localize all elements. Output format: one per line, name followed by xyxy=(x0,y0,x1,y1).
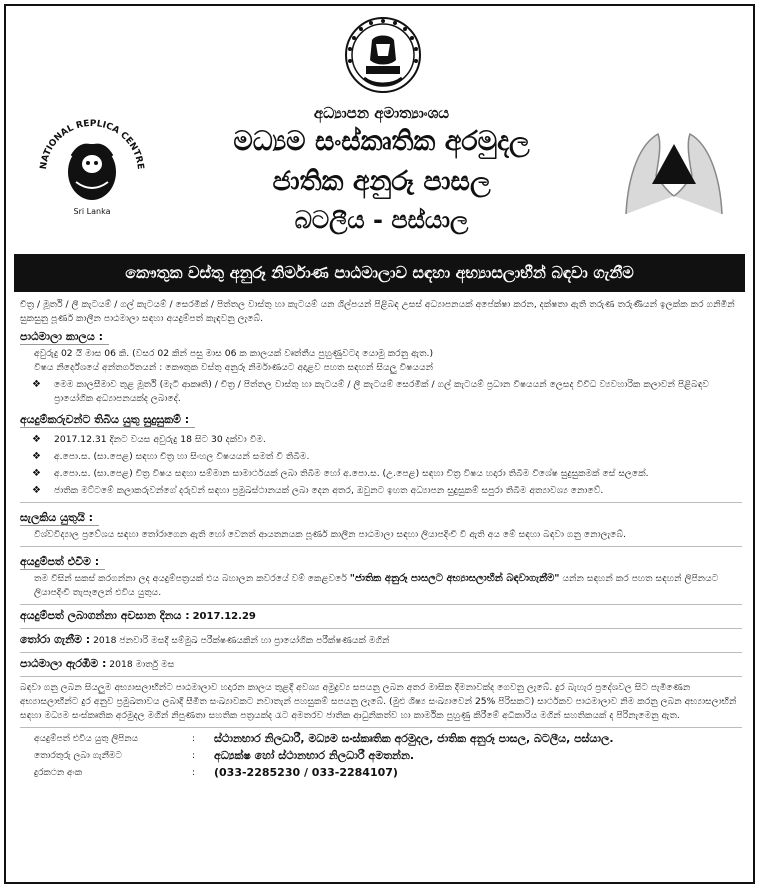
national-emblem-icon xyxy=(344,16,422,94)
divider xyxy=(20,546,742,547)
closing-date-line xyxy=(20,609,742,624)
application-text-before: තම විසින් සකස් කරගන්නා ලද අයදුම්පත්‍රයක් එය බහාලන කවරයේ වම් කෙළවරේ xyxy=(34,573,347,584)
course-start-value: 2018 මාර්තු මස xyxy=(109,659,175,670)
application-text xyxy=(20,572,742,600)
application-heading: අයදුම්පත් එවීම : xyxy=(20,555,105,570)
qualification-text: අ.පො.ස. (සා.පෙළ) චිත්‍ර විෂය සඳහා සම්මාන සාමාර්ථයක් ලබා තිබීම හෝ අ.පො.ස. (උ.පෙළ) සඳහා චිත්‍ර විෂය හදාරා තිබීම විශේෂ සුදුසුකමක් සේ සලකේ. xyxy=(54,468,649,479)
bullet-icon: ❖ xyxy=(32,468,41,479)
divider xyxy=(20,502,742,503)
subject-bullet-text: මෙම කාලසීමාව තුළ මූර්ති (මැටි ආකෘති) / චිත්‍ර / පිත්තල වාස්තු හා කැටයම් / ලී කැටයම් සෙරමික් / ගල් කැටයම් ප්‍රධාන විෂයයන් ලෙසද විවිධ ව්‍යවහාරික කලාවන් පිළිබඳව ප්‍රායෝගික අධ්‍යාපනයක්ද ලබාදේ. xyxy=(54,379,709,404)
ministry-name: අධ්‍යාපන අමාත්‍යාංශය xyxy=(313,104,450,122)
contact-colon: : xyxy=(192,751,196,761)
advertisement-frame xyxy=(4,4,755,884)
divider xyxy=(20,652,742,653)
details-paragraph: බඳවා ගනු ලබන සියලුම අභ්‍යාසලාභීන්ට පාඨමාලාව හදාරන කාලය තුළදී අවශ්‍ය අමුද්‍රව්‍ය සපයනු ලබන අතර මාසික දීමනාවක්ද ගෙවනු ලැබේ. දුර බැහැර ප්‍රදේශවල සිට පැමිණෙන අභ්‍යාසලාභීන්ට දුර අනුව ප්‍රමුඛතාවය ලබාදී සීමිත සංඛ්‍යාවකට නවාතැන් පහසුකම් සපයනු ලැබේ. (මුළු ශිෂ්‍ය සංඛ්‍යාවෙන් 25% පිරිසකට) සාර්ථකව පාඨමාලාව නිම කරනු ලබන අභ්‍යාසලාභීන් සඳහා මධ්‍යම සංස්කෘතික අරමුදල මගින් නිපුණතා සහතික පත්‍රයක්ද රැට අමතරව ජාතික ආධුනිකත්ව හා කාර්මික පුහුණු කිරීමේ අධිකාරිය මගින් සහතිකයක් ද පිරිනැමෙනු ඇත. xyxy=(20,682,737,721)
closing-date-label: අයදුම්පත් ලබාගන්නා අවසාන දිනය : xyxy=(20,609,190,622)
eligibility-text: විශ්වවිද්‍යාල ප්‍රවේශය සඳහා තෝරාගෙන ඇති හෝ වෙනත් ආයතනයක පූර්ණ කාලීන පාඨමාලා සඳහා ලියාපදිංචි වී ඇති අය මේ සඳහා බඳවා ගනු නොලැබේ. xyxy=(34,529,626,540)
advertisement-body xyxy=(20,298,742,783)
contact-value: ස්ථානභාර නිලධාරී, මධ්‍යම සංස්කෘතික අරමුදල, ජාතික අනුරූ පාසල, බටලීය, පස්යාල. xyxy=(214,732,614,745)
divider xyxy=(20,727,742,728)
subject-contents-line: විෂය නිර්දේශයේ අන්තර්ගතයන් : කෞතුක වස්තු අනුරූ නිර්මාණයට අදාළව පහත සඳහන් සියලු විෂයයන් xyxy=(34,362,434,373)
contact-label: දුරකථන අංක xyxy=(34,768,83,778)
phone-numbers: (033-2285230 / 033-2284107) xyxy=(214,766,398,779)
qualification-item xyxy=(20,450,742,464)
national-replica-centre-logo xyxy=(32,102,152,222)
hands-triangle-logo xyxy=(618,114,730,218)
selection-label: තෝරා ගැනීම : xyxy=(20,633,91,646)
envelope-marking-text: "ජාතික අනුරූ පාසලට අභ්‍යාසලාභීන් බඳවාගැනීම" xyxy=(349,573,560,584)
fund-name: මධ්‍යම සංස්කෘතික අරමුදල xyxy=(233,126,530,157)
contact-info-row xyxy=(20,749,742,763)
qualification-text: ජාතික මට්ටමේ කලාකරුවන්ගේ දරුවන් සඳහා ප්‍රමුඛස්ථානයක් ලබා දෙන අතර, ඔවුනට ඉහත අධ්‍යාපන සුදුසුකම් සපුරා තිබීම අත්‍යාවශ්‍ය නොවේ. xyxy=(54,485,604,496)
qualifications-heading: අයදුම්කරුවන්ට තිබිය යුතු සුදුසුකම් : xyxy=(20,413,195,428)
course-start-line xyxy=(20,657,742,672)
selection-value: 2018 ජනවාරි මසදී සම්මුඛ පරීක්ෂණයකින් හා ප්‍රායෝගික පරීක්ෂණයක් මගින් xyxy=(93,635,390,646)
selection-line xyxy=(20,633,742,648)
subject-bullet xyxy=(20,378,742,406)
contact-colon: : xyxy=(192,768,196,778)
logo-country-text: Sri Lanka xyxy=(73,207,111,216)
contact-phone-row xyxy=(20,766,742,780)
contact-value: අධ්‍යක්ෂ හෝ ස්ථානභාර නිලධාරී අමතන්න. xyxy=(214,749,415,762)
contact-colon: : xyxy=(192,734,196,744)
location-name: බටලීය - පස්යාල xyxy=(294,206,469,234)
qualification-item xyxy=(20,467,742,481)
bullet-icon: ❖ xyxy=(32,451,41,462)
qualification-item xyxy=(20,484,742,498)
qualification-text: අ.පො.ස. (සා.පෙළ) සඳහා චිත්‍ර හා සිංහල විෂයයන් සමත් වී තිබීම. xyxy=(54,451,310,462)
qualification-text: 2017.12.31 දිනට වයස අවුරුදු 18 සිට 30 දක්වා විම. xyxy=(54,434,266,445)
bullet-icon: ❖ xyxy=(32,379,41,390)
contact-label: තොරතුරු ලබා ගැනීමට xyxy=(34,751,122,761)
contact-label: අයදුම්පත් එවිය යුතු ලිපිනය xyxy=(34,734,139,744)
bullet-icon: ❖ xyxy=(32,434,41,445)
course-start-label: පාඨමාලා ඇරඹීම : xyxy=(20,657,107,670)
application-text-after: යන්න සඳහන් කර පහත සඳහන් ලිපිනයට ලියාපදිංචි තැපෑලෙන් එවිය යුතුය. xyxy=(34,573,719,598)
announcement-banner: කෞතුක වස්තු අනුරූ නිර්මාණ පාඨමාලාව සඳහා අභ්‍යාසලාභීන් බඳවා ගැනීම xyxy=(14,254,745,292)
bullet-icon: ❖ xyxy=(32,485,41,496)
svg-text:NATIONAL REPLICA CENTRE: NATIONAL REPLICA CENTRE xyxy=(38,118,145,171)
contact-address-row xyxy=(20,732,742,746)
divider xyxy=(20,604,742,605)
closing-date-value: 2017.12.29 xyxy=(192,611,256,622)
school-name: ජාතික අනුරූ පාසල xyxy=(272,166,491,197)
course-duration-text: අවුරුදු 02 යි මාස 06 කි. (වසර 02 කින් පසු මාස 06 ක කාලයක් වෘත්තීය පුහුණුවටද යොමු කරනු ඇත.) xyxy=(34,348,434,359)
intro-paragraph: චිත්‍ර / මූර්ති / ලී කැටයම් / ගල් කැටයම් / සෙරමික් / පිත්තල වාස්තු හා කැටයම් යන ශිල්පයන් පිළිබඳ උසස් අධ්‍යාපනයක් අපේක්ෂා කරන, දක්ෂතා ඇති තරුණ තරුණියන් ඉලක්ක කර ගනිමින් සුකසුනු පූර්ණ කාලීන පාඨමාලා සඳහා අයදුම්පත් කැඳවනු ලැබේ. xyxy=(20,299,735,324)
header xyxy=(6,6,757,246)
divider xyxy=(20,676,742,677)
divider xyxy=(20,628,742,629)
qualification-item xyxy=(20,433,742,447)
eligibility-heading: සැලකිය යුතුයි : xyxy=(20,511,99,526)
course-duration-heading: පාඨමාලා කාලය : xyxy=(20,330,109,345)
